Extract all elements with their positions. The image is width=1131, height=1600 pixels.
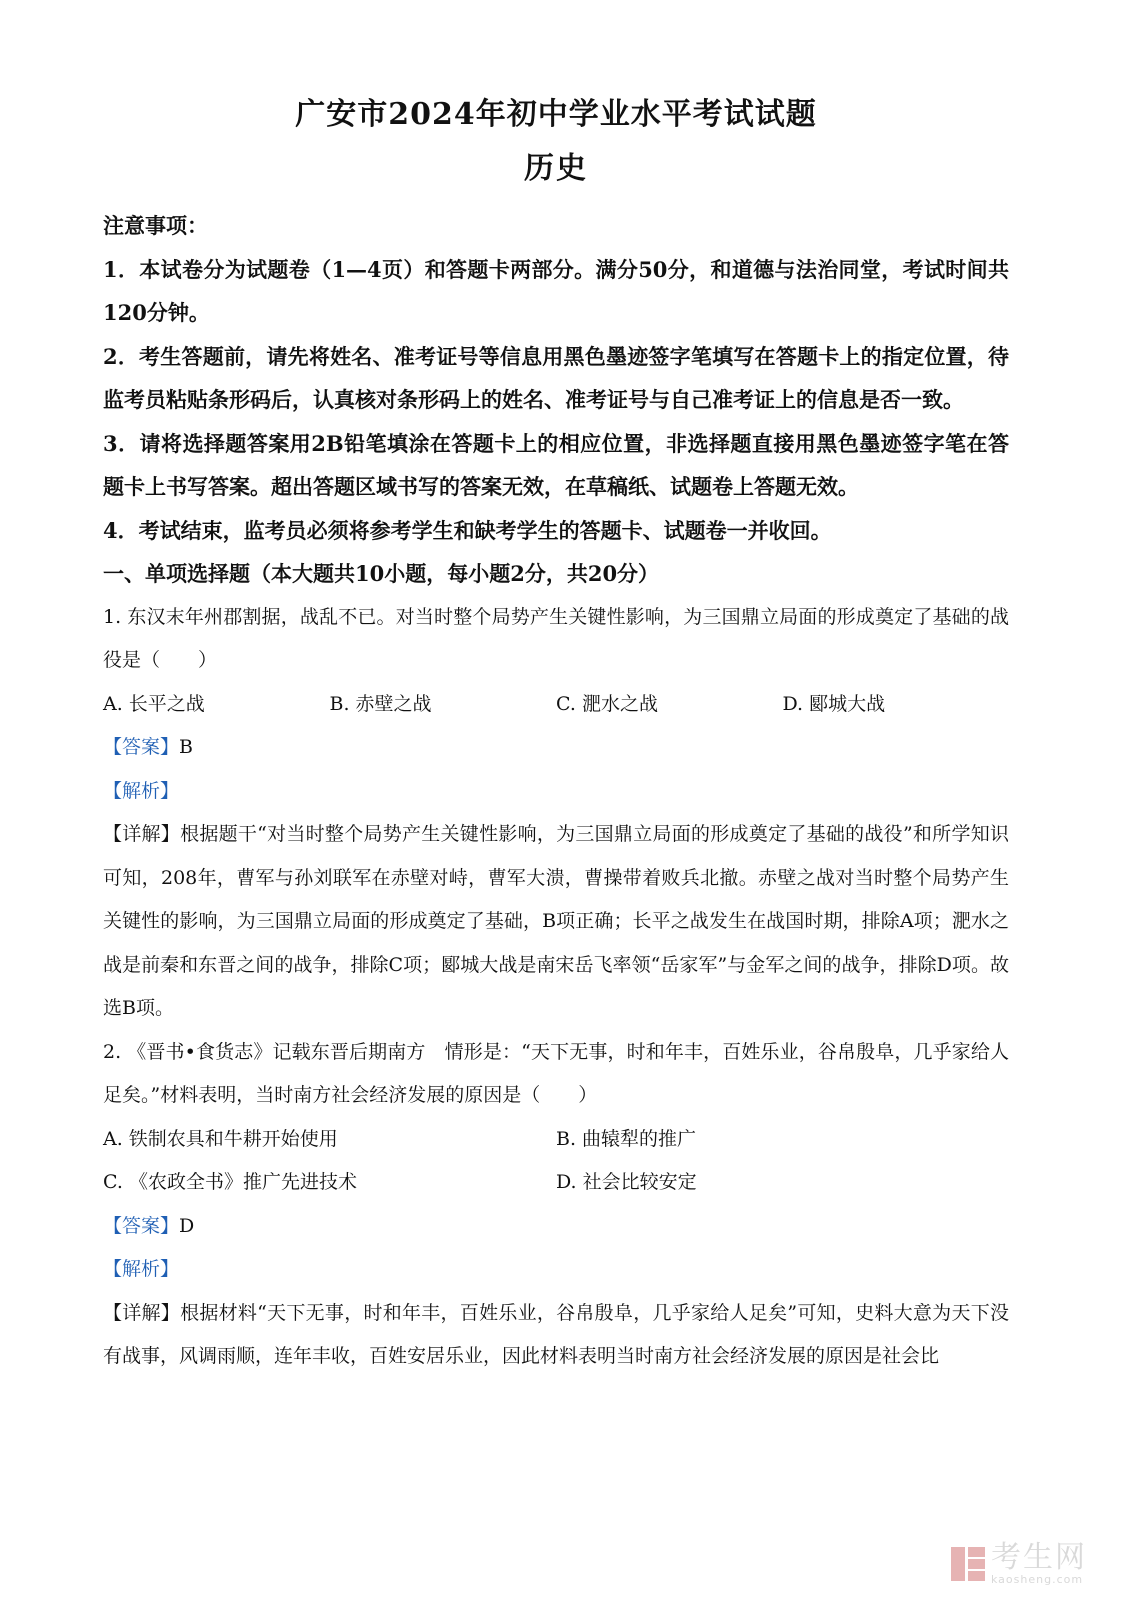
notice-item-2: 2．考生答题前，请先将姓名、准考证号等信息用黑色墨迹签字笔填写在答题卡上的指定位置，待监考员粘贴条形码后，认真核对条形码上的姓名、准考证号与自己准考证上的信息是否一致。 <box>103 343 1009 412</box>
answer-line <box>103 726 1009 770</box>
watermark-url: kaosheng.com <box>991 1573 1084 1586</box>
option-c: C. 《农政全书》推广先进技术 <box>103 1171 357 1193</box>
option-c: C. 淝水之战 <box>556 692 658 715</box>
notice-item-3: 3．请将选择题答案用2B铅笔填涂在答题卡上的相应位置，非选择题直接用黑色墨迹签字笔在答题卡上书写答案。超出答题区域书写的答案无效，在草稿纸、试题卷上答题无效。 <box>103 430 1009 499</box>
detail-tag: 【详解】 <box>103 1301 181 1324</box>
analysis-tag: 【解析】 <box>103 779 180 802</box>
watermark-logo-icon <box>951 1547 985 1581</box>
answer-tag: 【答案】 <box>103 1214 180 1237</box>
detail-paragraph <box>103 813 1009 1031</box>
option-b: B. 曲辕犁的推广 <box>556 1127 697 1150</box>
option-d: D. 社会比较安定 <box>556 1171 697 1193</box>
options-grid <box>103 1118 1009 1205</box>
notice-heading: 注意事项： <box>103 213 208 238</box>
question-2 <box>103 1031 1009 1379</box>
analysis-tag: 【解析】 <box>103 1258 180 1280</box>
option-a: A. 长平之战 <box>103 692 205 715</box>
options-row <box>103 683 1009 727</box>
watermark-text: 考生网 <box>991 1540 1087 1575</box>
detail-text: 根据题干“对当时整个局势产生关键性影响，为三国鼎立局面的形成奠定了基础的战役”和所学知识可知，208年，曹军与孙刘联军在赤壁对峙，曹军大溃，曹操带着败兵北撤。赤壁之战对当时整个局势产生关键性的影响，为三国鼎立局面的形成奠定了基础，B项正确；长平之战发生在战国时期，排除A项；淝水之战是前秦和东晋之间的战争，排除C项；郾城大战是南宋岳飞率领“岳家军”与金军之间的战争，排除D项。故选B项。 <box>103 823 1009 1019</box>
detail-text: 根据材料“天下无事，时和年丰，百姓乐业，谷帛殷阜，几乎家给人足矣”可知，史料大意为天下没有战事，风调雨顺，连年丰收，百姓安居乐业，因此材料表明当时南方社会经济发展的原因是社会比 <box>103 1301 1009 1367</box>
notice-item-1: 1．本试卷分为试题卷（1—4页）和答题卡两部分。满分50分，和道德与法治同堂，考试时间共120分钟。 <box>103 256 1009 325</box>
notice-item-4: 4．考试结束，监考员必须将参考学生和缺考学生的答题卡、试题卷一并收回。 <box>103 517 832 543</box>
page-title: 广安市2024年初中学业水平考试试题 <box>295 97 817 132</box>
detail-tag: 【详解】 <box>103 823 181 845</box>
subject-title: 历史 <box>524 151 588 186</box>
option-d: D. 郾城大战 <box>782 692 886 715</box>
watermark <box>951 1542 1087 1586</box>
option-a: A. 铁制农具和牛耕开始使用 <box>103 1127 338 1150</box>
answer-line <box>103 1205 1009 1249</box>
exam-page <box>103 92 1009 1379</box>
answer-value: B <box>179 736 193 758</box>
notice-block <box>103 204 1009 552</box>
question-stem: 2. 《晋书•食货志》记载东晋后期南方 情形是：“天下无事，时和年丰，百姓乐业，谷帛殷阜，几乎家给人足矣。”材料表明，当时南方社会经济发展的原因是（ ） <box>103 1040 1009 1106</box>
answer-tag: 【答案】 <box>103 736 180 758</box>
option-b: B. 赤壁之战 <box>329 692 432 715</box>
detail-paragraph <box>103 1292 1009 1379</box>
answer-value: D <box>179 1214 195 1237</box>
section-heading: 一、单项选择题（本大题共10小题，每小题2分，共20分） <box>103 561 660 586</box>
question-1 <box>103 596 1009 1031</box>
question-stem: 1. 东汉末年州郡割据，战乱不已。对当时整个局势产生关键性影响，为三国鼎立局面的形成奠定了基础的战役是（ ） <box>103 605 1009 671</box>
